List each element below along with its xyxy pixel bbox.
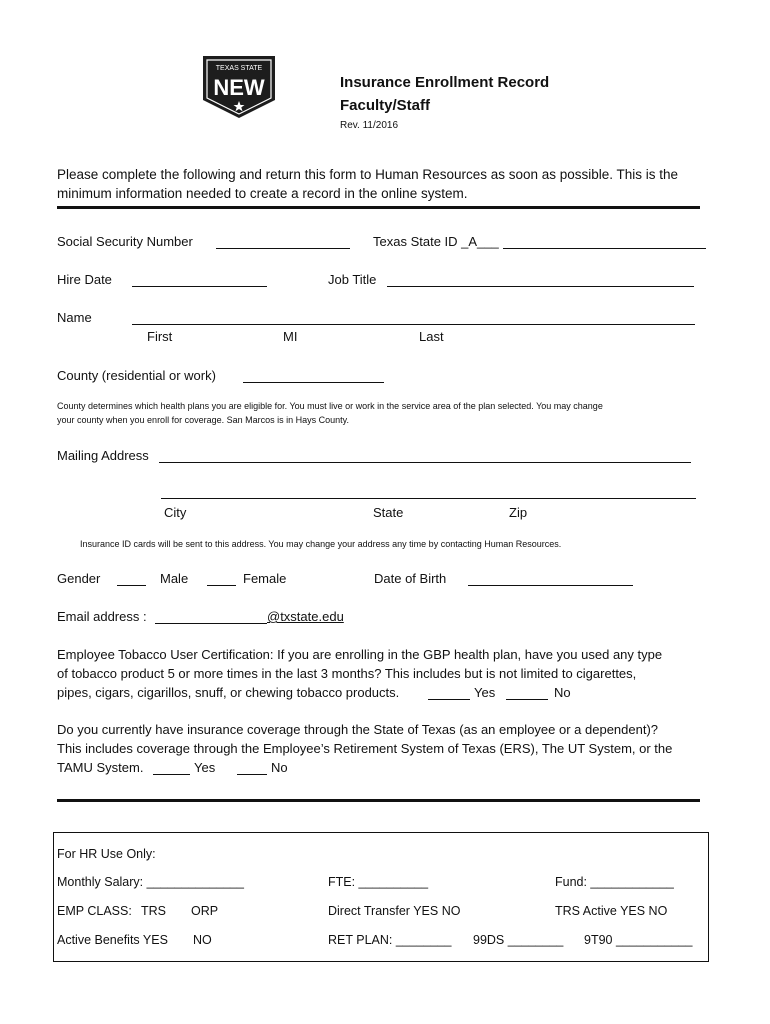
ret-plan-field[interactable]: RET PLAN: ________ [328,933,452,947]
county-note-line-1: County determines which health plans you are eligible for. You must live or work in the service area of the plan selected. You may change [57,401,603,411]
city-state-zip-field[interactable] [161,498,696,499]
name-first-caption: First [147,329,173,344]
name-label: Name [57,310,92,325]
hire-date-field[interactable] [132,286,267,287]
ssn-field[interactable] [216,248,350,249]
t9t90-field[interactable]: 9T90 ___________ [584,933,693,947]
gender-label: Gender [57,571,101,586]
county-field[interactable] [243,382,384,383]
fund-field[interactable]: Fund: ____________ [555,875,674,889]
name-field[interactable] [132,324,695,325]
revision-date: Rev. 11/2016 [340,120,399,131]
active-benefits-field[interactable]: Active Benefits YES [57,933,168,947]
county-label: County (residential or work) [57,368,216,383]
tobacco-no-label: No [554,685,571,700]
mailing-address-label: Mailing Address [57,448,149,463]
emp-class-trs-option[interactable]: TRS [141,904,166,918]
trs-active-field[interactable]: TRS Active YES NO [555,904,668,918]
fte-field[interactable]: FTE: __________ [328,875,429,889]
female-label: Female [243,571,287,586]
male-label: Male [160,571,189,586]
hr-box-title: For HR Use Only: [57,847,156,861]
county-note-line-2: your county when you enroll for coverage. San Marcos is in Hays County. [57,415,349,425]
coverage-no-blank[interactable] [237,774,267,775]
hr-use-only-box [53,832,709,962]
female-checkbox[interactable] [207,585,236,586]
email-domain: @txstate.edu [267,609,344,624]
coverage-line-3: TAMU System. [57,760,144,775]
texas-state-id-label: Texas State ID _A___ [373,234,499,249]
tobacco-yes-blank[interactable] [428,699,470,700]
texas-state-new-logo [201,54,277,120]
male-checkbox[interactable] [117,585,146,586]
email-label: Email address : [57,609,147,624]
emp-class-label: EMP CLASS: [57,904,132,918]
job-title-field[interactable] [387,286,694,287]
tobacco-line-3: pipes, cigars, cigarillos, snuff, or chewing tobacco products. [57,685,400,700]
monthly-salary-field[interactable]: Monthly Salary: ______________ [57,875,244,889]
name-last-caption: Last [419,329,444,344]
logo-badge-icon [201,54,277,120]
bottom-divider [57,799,700,802]
emp-class-orp-option[interactable]: ORP [191,904,219,918]
hire-date-label: Hire Date [57,272,112,287]
job-title-label: Job Title [328,272,377,287]
direct-transfer-field[interactable]: Direct Transfer YES NO [328,904,461,918]
coverage-line-1: Do you currently have insurance coverage through the State of Texas (as an employee or a dependent)? [57,722,659,737]
ssn-label: Social Security Number [57,234,193,249]
coverage-no-label: No [271,760,288,775]
coverage-yes-blank[interactable] [153,774,190,775]
top-divider [57,206,700,209]
logo-top-text: TEXAS STATE [215,65,263,72]
zip-caption: Zip [509,505,528,520]
form-title: Insurance Enrollment Record [340,74,550,91]
tobacco-line-2: of tobacco product 5 or more times in the last 3 months? This includes but is not limited to cigarettes, [57,666,637,681]
name-mi-caption: MI [283,329,298,344]
mailing-address-field[interactable] [159,462,691,463]
logo-main-text: NEW [213,75,265,100]
intro-line-2: minimum information needed to create a record in the online system. [57,186,468,201]
tobacco-line-1: Employee Tobacco User Certification: If you are enrolling in the GBP health plan, have you used any type [57,647,663,662]
email-field[interactable] [155,623,267,624]
active-benefits-no-option[interactable]: NO [193,933,212,947]
city-caption: City [164,505,187,520]
texas-state-id-field[interactable] [503,248,706,249]
coverage-yes-label: Yes [194,760,216,775]
intro-line-1: Please complete the following and return this form to Human Resources as soon as possible. This is the [57,167,679,182]
dob-label: Date of Birth [374,571,447,586]
form-subtitle: Faculty/Staff [340,97,431,114]
dob-field[interactable] [468,585,633,586]
ds99-field[interactable]: 99DS ________ [473,933,564,947]
coverage-line-2: This includes coverage through the Employee’s Retirement System of Texas (ERS), The UT System, or the [57,741,673,756]
tobacco-yes-label: Yes [474,685,496,700]
state-caption: State [373,505,404,520]
address-note: Insurance ID cards will be sent to this address. You may change your address any time by contacting Human Resources. [80,539,562,549]
tobacco-no-blank[interactable] [506,699,548,700]
